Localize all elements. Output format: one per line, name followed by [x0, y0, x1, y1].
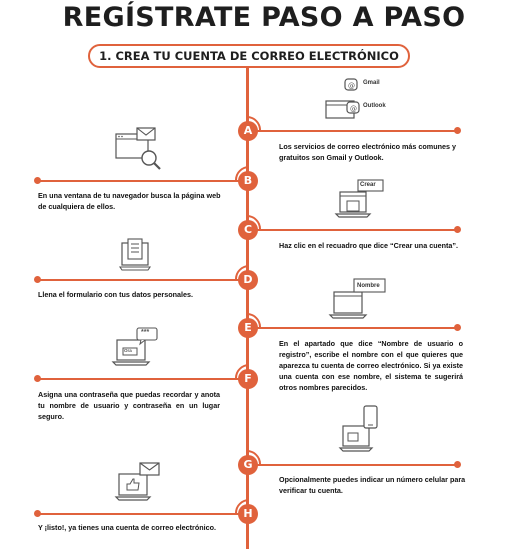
outlook-label: Outlook	[363, 103, 386, 109]
step-badge-h: H	[238, 504, 258, 524]
step-badge-f: F	[238, 369, 258, 389]
connector-line	[38, 279, 246, 281]
step-text-e: En el apartado que dice “Nombre de usuario o registro”, escribe el nombre con el que quieres que aparezca tu cuenta de correo electrónico. Si ya existe una cuenta con ese nombre, el sistema te sugerirá otros nombres parecidos.	[279, 339, 463, 392]
step-text-c: Haz clic en el recuadro que dice “Crear una cuenta”.	[279, 241, 458, 250]
connector-line	[249, 327, 457, 329]
svg-text:@: @	[348, 82, 355, 90]
connector-dot	[454, 127, 461, 134]
step-text-b: En una ventana de tu navegador busca la página web de cualquiera de ellos.	[38, 191, 221, 211]
connector-line	[38, 378, 246, 380]
connector-line	[38, 513, 246, 515]
connector-dot	[34, 375, 41, 382]
step-text-d: Llena el formulario con tus datos personales.	[38, 290, 193, 299]
connector-line	[249, 229, 457, 231]
form-icon	[120, 239, 154, 273]
connector-dot	[454, 226, 461, 233]
laptop-phone-icon	[340, 406, 384, 454]
nombre-label: Nombre	[357, 283, 380, 289]
crear-label: Crear	[360, 182, 376, 188]
laptop-success-icon	[116, 462, 164, 504]
step-badge-b: B	[238, 171, 258, 191]
laptop-password-icon	[113, 328, 163, 370]
step-badge-g: G	[238, 455, 258, 475]
connector-dot	[34, 177, 41, 184]
step-text-f: Asigna una contraseña que puedas recordar y anota tu nombre de usuario y contraseña en un lugar seguro.	[38, 390, 220, 421]
step-badge-d: D	[238, 270, 258, 290]
connector-dot	[34, 510, 41, 517]
gmail-label: Gmail	[363, 80, 380, 86]
step-badge-e: E	[238, 318, 258, 338]
browser-search-icon	[115, 126, 165, 172]
connector-line	[38, 180, 246, 182]
step-text-a: Los servicios de correo electrónico más comunes y gratuitos son Gmail y Outlook.	[279, 142, 456, 162]
svg-text:@: @	[350, 105, 357, 113]
page-title: REGÍSTRATE PASO A PASO	[62, 2, 466, 33]
step-badge-a: A	[238, 121, 258, 141]
step-text-h: Y ¡listo!, ya tienes una cuenta de correo electrónico.	[38, 523, 217, 532]
connector-dot	[454, 461, 461, 468]
connector-line	[249, 130, 457, 132]
section-title: 1. CREA TU CUENTA DE CORREO ELECTRÓNICO	[88, 44, 410, 68]
username-mask: Ora	[124, 348, 132, 353]
connector-dot	[34, 276, 41, 283]
step-badge-c: C	[238, 220, 258, 240]
connector-dot	[454, 324, 461, 331]
connector-line	[249, 464, 457, 466]
password-mask: ***	[141, 329, 150, 336]
step-text-g: Opcionalmente puedes indicar un número celular para verificar tu cuenta.	[279, 475, 466, 495]
